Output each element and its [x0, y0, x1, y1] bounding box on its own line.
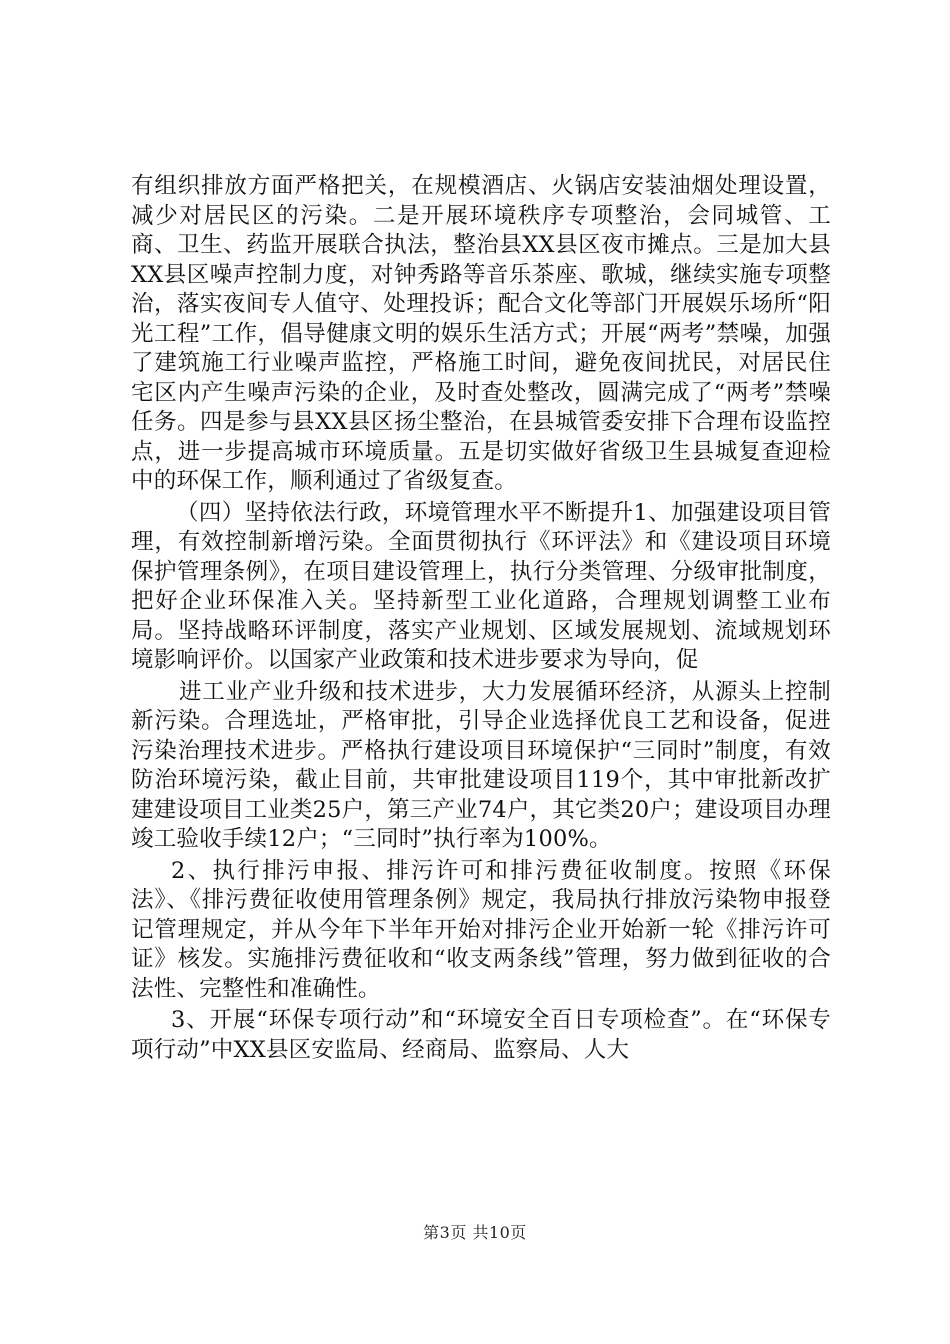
paragraph-pollution-permits: 2、执行排污申报、排污许可和排污费征收制度。按照《环保法》、《排污费征收使用管理条例》规定，我局执行排放污染物申报登记管理规定，并从今年下半年开始对排污企业开始新一轮《排污许可证》核发。实施排污费征收和“收支两条线”管理，努力做到征收的合法性、完整性和准确性。 [131, 857, 831, 1002]
document-body [131, 172, 831, 1065]
page-footer [0, 1223, 950, 1243]
page-indicator: 第3页 共10页 [423, 1223, 527, 1242]
paragraph-legal-administration: （四）坚持依法行政，环境管理水平不断提升1、加强建设项目管理，有效控制新增污染。全面贯彻执行《环评法》和《建设项目环境保护管理条例》，在项目建设管理上，执行分类管理、分级审批制度，把好企业环保准入关。坚持新型工业化道路，合理规划调整工业布局。坚持战略环评制度，落实产业规划、区域发展规划、流域规划环境影响评价。以国家产业政策和技术进步要求为导向，促 [131, 499, 831, 673]
paragraph-environment-order: 有组织排放方面严格把关，在规模酒店、火锅店安装油烟处理设置，减少对居民区的污染。二是开展环境秩序专项整治，会同城管、工商、卫生、药监开展联合执法，整治县XX县区夜市摊点。三是加大县XX县区噪声控制力度，对钟秀路等音乐茶座、歌城，继续实施专项整治，落实夜间专人值守、处理投诉；配合文化等部门开展娱乐场所“阳光工程”工作，倡导健康文明的娱乐生活方式；开展“两考”禁噪，加强了建筑施工行业噪声监控，严格施工时间，避免夜间扰民，对居民住宅区内产生噪声污染的企业，及时查处整改，圆满完成了“两考”禁噪任务。四是参与县XX县区扬尘整治，在县城管委安排下合理布设监控点，进一步提高城市环境质量。五是切实做好省级卫生县城复查迎检中的环保工作，顺利通过了省级复查。 [131, 173, 831, 494]
paragraph-industrial-upgrade: 进工业产业升级和技术进步，大力发展循环经济，从源头上控制新污染。合理选址，严格审批，引导企业选择优良工艺和设备，促进污染治理技术进步。严格执行建设项目环境保护“三同时”制度，有效防治环境污染，截止目前，共审批建设项目119个，其中审批新改扩建建设项目工业类25户，第三产业74户，其它类20户；建设项目办理竣工验收手续12户；“三同时”执行率为100%。 [131, 678, 831, 852]
paragraph-special-actions: 3、开展“环保专项行动”和“环境安全百日专项检查”。在“环保专项行动”中XX县区安监局、经商局、监察局、人大 [131, 1007, 831, 1063]
